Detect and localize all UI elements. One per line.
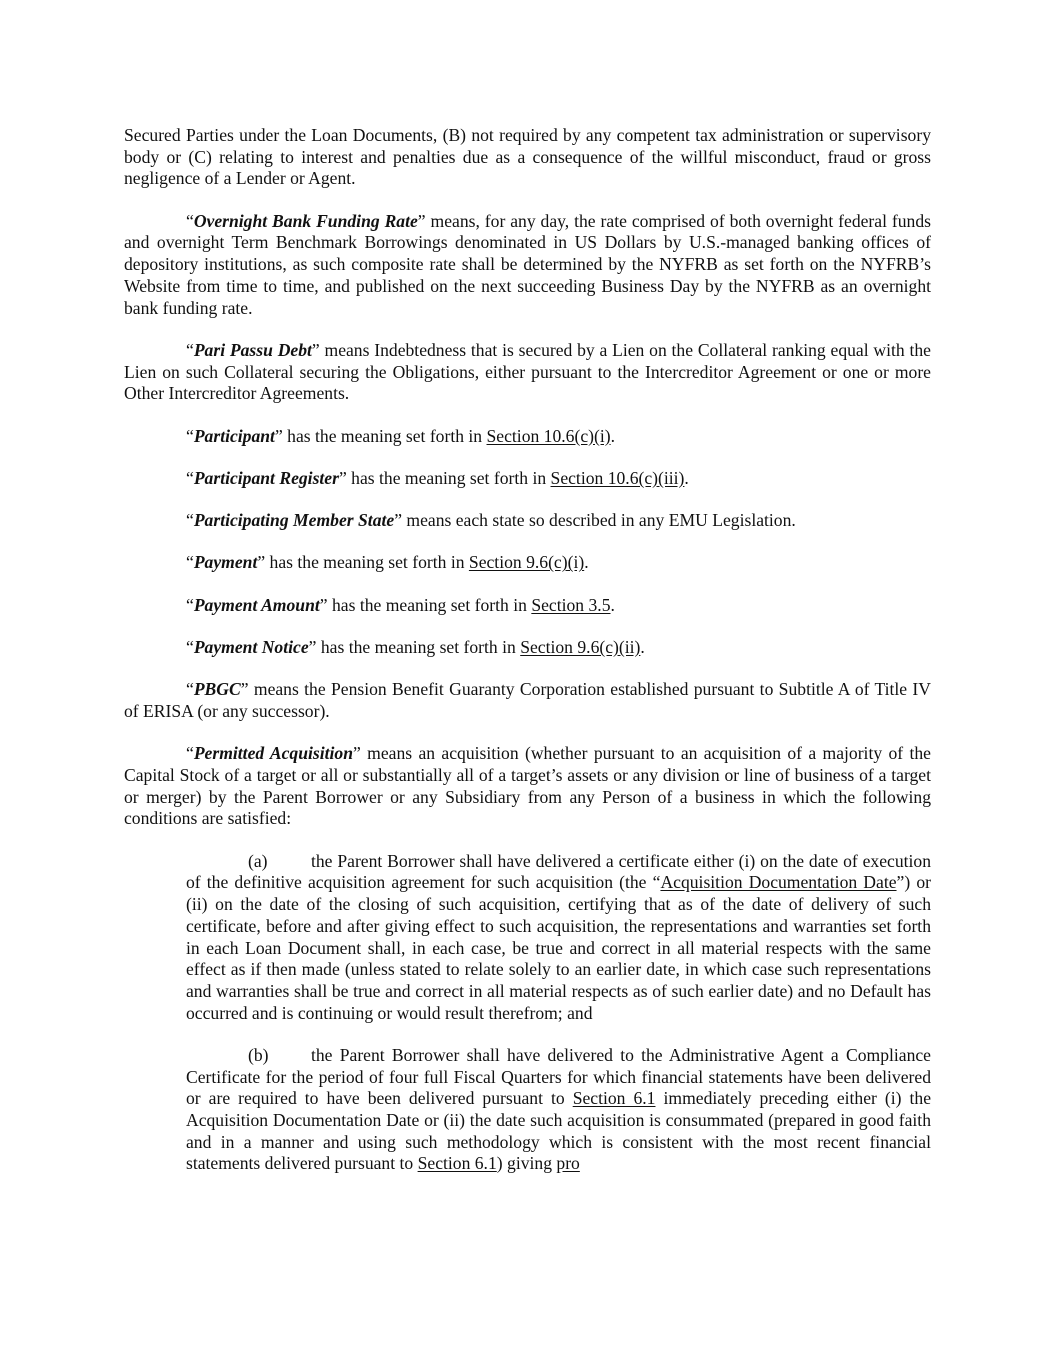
defined-term: Participating Member State <box>193 510 395 531</box>
definition-pbgc <box>124 679 931 722</box>
period: . <box>610 425 616 446</box>
open-quote: “ <box>186 467 194 488</box>
defined-term: Overnight Bank Funding Rate <box>193 210 418 231</box>
defined-term: Participant Register <box>193 467 339 488</box>
defined-term: Payment <box>193 552 258 573</box>
definition-overnight-bank-funding-rate <box>124 211 931 320</box>
definition-payment-amount <box>124 595 931 617</box>
definition-text: ” means an acquisition (whether pursuant to an acquisition of a majority of the Capital Stock of a target or all or substantially all of a target’s assets or any division or line of business of a target or merger) by the Parent Borrower or any Subsidiary from any Person of a business in which the following conditions are satisfied: <box>124 743 931 829</box>
open-quote: “ <box>186 637 194 657</box>
clause-marker: (a) <box>248 850 268 871</box>
open-quote: “ <box>186 210 194 231</box>
definition-payment-notice <box>124 637 931 659</box>
definition-text: ” has the meaning set forth in <box>257 552 469 573</box>
section-reference: Section 10.6(c)(iii) <box>550 467 685 488</box>
definition-participant <box>124 426 931 448</box>
clause-text: the Parent Borrower shall have delivered a certificate either (i) on the date of execution of the definitive acquisition agreement for such acquisition (the “ <box>186 850 931 893</box>
open-quote: “ <box>186 679 194 700</box>
defined-term: PBGC <box>193 679 241 700</box>
clause-marker: (b) <box>248 1044 269 1065</box>
definition-participating-member-state <box>124 510 931 532</box>
defined-term: Payment Notice <box>193 637 309 657</box>
clause-text: immediately preceding either (i) the Acquisition Documentation Date or (ii) the date such acquisition is consummated (prepared in good faith and in a manner and using such methodology which is consistent with the most recent financial statements delivered pursuant to <box>186 1088 931 1174</box>
section-reference: Section 9.6(c)(ii) <box>520 637 641 657</box>
definition-text: ” has the meaning set forth in <box>319 594 532 615</box>
section-reference: Section 6.1 <box>417 1153 497 1174</box>
definition-pari-passu-debt <box>124 340 931 405</box>
open-quote: “ <box>186 743 194 764</box>
open-quote: “ <box>186 425 194 446</box>
clause-b <box>186 1045 931 1175</box>
definition-text: ” has the meaning set forth in <box>338 467 551 488</box>
document-page <box>124 125 931 1196</box>
definition-text: ” means, for any day, the rate comprised of both overnight federal funds and overnight Term Benchmark Borrowings denominated in US Dollars by U.S.-managed banking offices of depository institutions, as such composite rate shall be determined by the NYFRB as set forth on the NYFRB’s Website from time to time, and published on the next succeeding Business Day by the NYFRB as an overnight bank funding rate. <box>124 210 931 318</box>
clause-text: the Parent Borrower shall have delivered to the Administrative Agent a Compliance Certificate for the period of four full Fiscal Quarters for which financial statements have been delivered or are required to have been delivered pursuant to <box>186 1044 931 1109</box>
definition-text: ” has the meaning set forth in <box>274 425 487 446</box>
open-quote: “ <box>186 552 194 573</box>
definition-participant-register <box>124 468 931 490</box>
period: . <box>610 594 615 615</box>
section-reference: Section 9.6(c)(i) <box>468 552 585 573</box>
definition-text: ” means the Pension Benefit Guaranty Corporation established pursuant to Subtitle A of Title IV of ERISA (or any successor). <box>124 679 931 721</box>
definition-text: ” has the meaning set forth in <box>308 637 521 657</box>
definition-payment <box>124 552 931 574</box>
pro-forma-reference: pro <box>556 1153 580 1174</box>
defined-term: Pari Passu Debt <box>193 339 312 360</box>
defined-term: Participant <box>193 425 275 446</box>
definition-text: ” means each state so described in any EMU Legislation. <box>394 510 796 531</box>
defined-term: Payment Amount <box>193 594 320 615</box>
section-reference: Section 10.6(c)(i) <box>486 425 611 446</box>
open-quote: “ <box>186 594 194 615</box>
section-reference: Section 6.1 <box>572 1088 656 1109</box>
clause-text: ”) or (ii) on the date of the closing of such acquisition, certifying that as of the date of delivery of such certificate, before and after giving effect to such acquisition, the representations and warranties set forth in each Loan Document shall, in each case, be true and correct in all material respects with the same effect as if then made (unless stated to relate solely to an earlier date, in which case such representations and warranties shall be true and correct in all material respects as of such earlier date) and no Default has occurred and is continuing or would result therefrom; and <box>186 872 931 1023</box>
section-reference: Section 3.5 <box>531 594 611 615</box>
paragraph-continuation <box>124 125 931 190</box>
period: . <box>684 467 689 488</box>
definition-text: ” means Indebtedness that is secured by a Lien on the Collateral ranking equal with the Lien on such Collateral securing the Obligations, either pursuant to the Intercreditor Agreement or one or more Other Intercreditor Agreements. <box>124 339 931 404</box>
clause-text: ) giving <box>496 1153 557 1174</box>
definition-permitted-acquisition <box>124 743 931 830</box>
open-quote: “ <box>186 510 194 531</box>
clause-a <box>186 851 931 1025</box>
period: . <box>584 552 589 573</box>
open-quote: “ <box>186 339 194 360</box>
defined-reference: Acquisition Documentation Date <box>660 872 897 893</box>
paragraph-text: Secured Parties under the Loan Documents, (B) not required by any competent tax administration or supervisory body or (C) relating to interest and penalties due as a consequence of the willful misconduct, fraud or gross negligence of a Lender or Agent. <box>124 125 931 189</box>
defined-term: Permitted Acquisition <box>193 743 353 764</box>
period: . <box>640 637 645 657</box>
